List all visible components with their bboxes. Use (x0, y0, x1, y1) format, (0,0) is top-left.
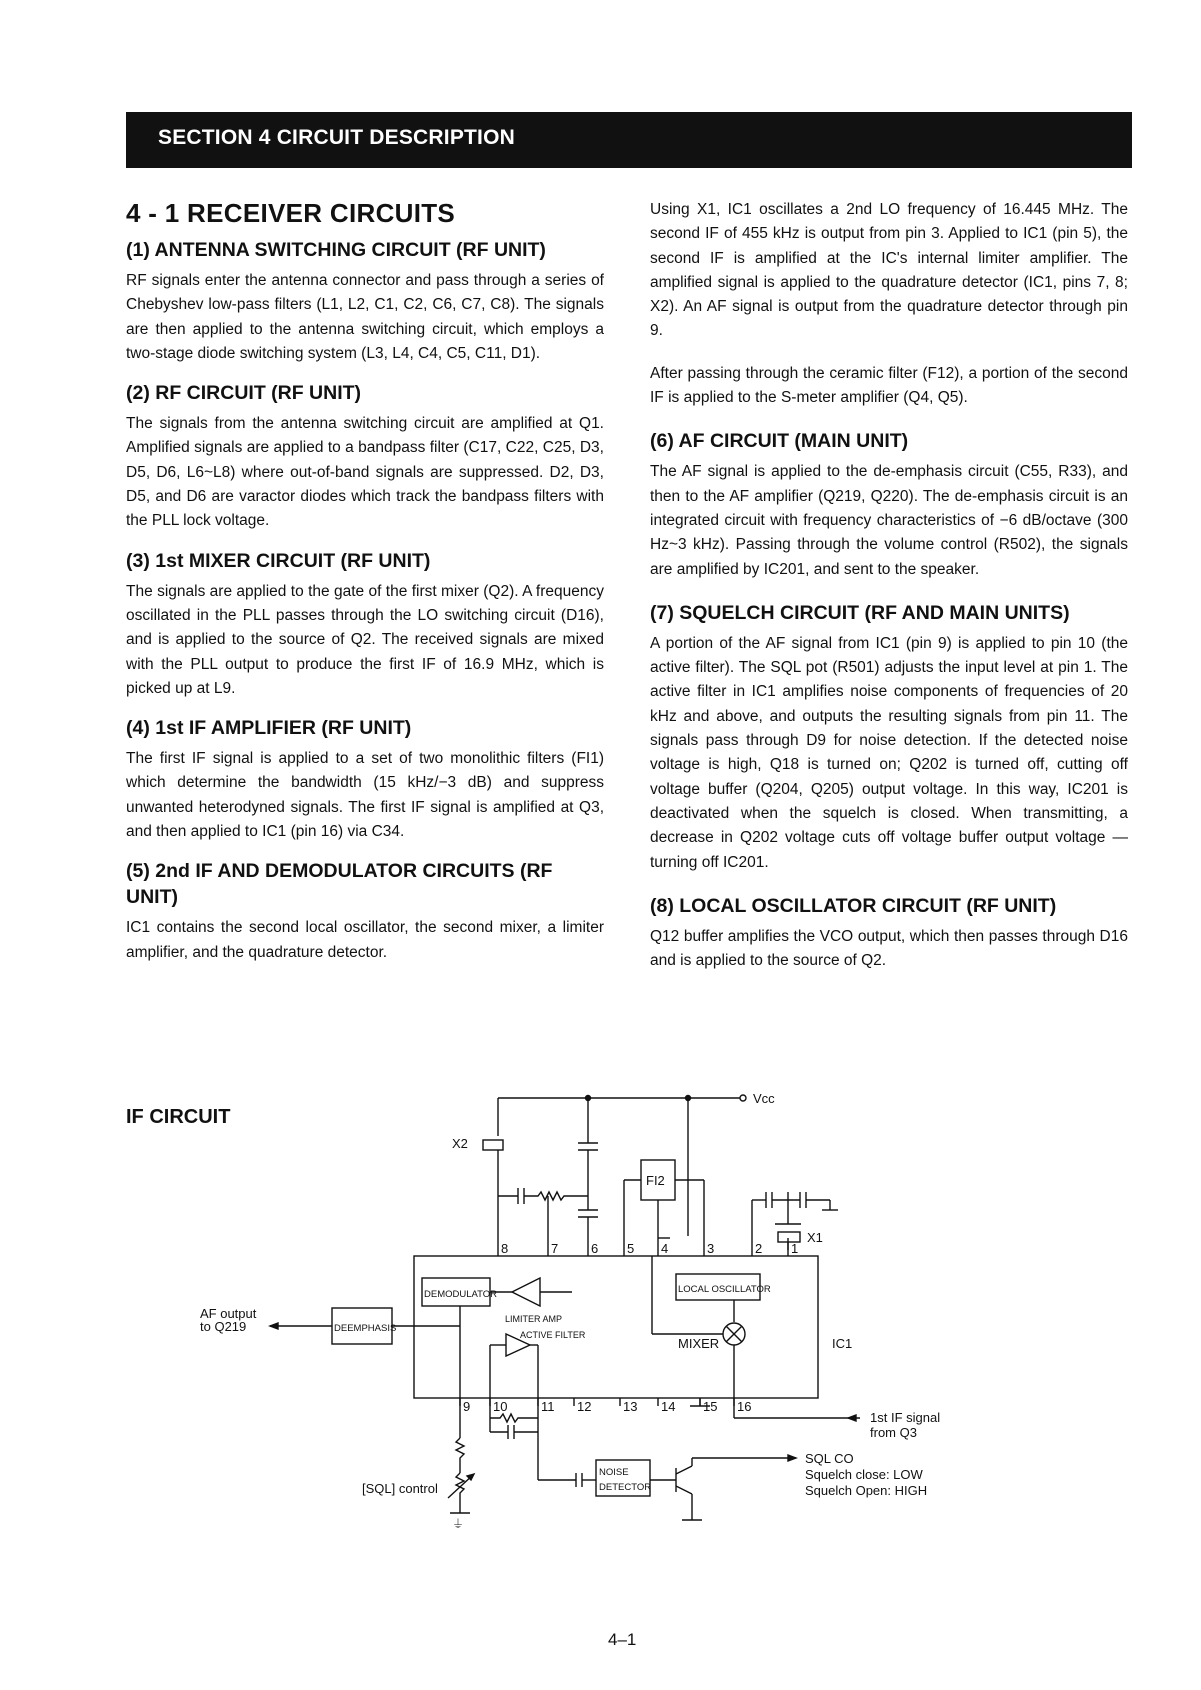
paragraph: After passing through the ceramic filter (F12), a portion of the second IF is applied to the S-meter amplifier (Q4, Q5). (650, 364, 1128, 407)
local-oscillator-label: LOCAL OSCILLATOR (678, 1284, 771, 1295)
heading-antenna-switching: (1) ANTENNA SWITCHING CIRCUIT (RF UNIT) (126, 239, 546, 261)
sql-co-label-3: Squelch Open: HIGH (805, 1483, 928, 1498)
ic1-label: IC1 (832, 1336, 853, 1351)
paragraph: Using X1, IC1 oscillates a 2nd LO frequency of 16.445 MHz. The second IF of 455 kHz is output from pin 3. Applied to IC1 (pin 5), the second IF is amplified at the IC's internal limiter amplifier. The amplified signal is applied to the quadrature detector (IC1, pins 7, 8; X2). An AF signal is output from the quadrature detector through pin 9. (650, 201, 1128, 340)
limiter-amp-icon (512, 1278, 540, 1306)
active-filter-label: ACTIVE FILTER (520, 1330, 586, 1340)
paragraph: The first IF signal is applied to a set of two monolithic filters (FI1) which determine the bandwidth (15 kHz/−3 dB) and suppress unwanted heterodyned signals. The first IF signal is amplified at Q3, and then applied to IC1 (pin 16) via C34. (126, 750, 604, 841)
deemphasis-label: DEEMPHASIS (334, 1323, 397, 1334)
ground-icon: ⏚ (452, 1517, 465, 1531)
heading-local-oscillator: (8) LOCAL OSCILLATOR CIRCUIT (RF UNIT) (650, 894, 1057, 917)
if-circuit-diagram (200, 1088, 1060, 1568)
paragraph: The signals from the antenna switching circuit are amplified at Q1. Amplified signals are applied to a bandpass filter (C17, C22, C25, D3, D5, D6, L6~L8) where out-of-band signals are suppressed. D2, D3, D5, and D6 are varactor diodes which track the bandpass filters with the PLL lock voltage. (126, 415, 604, 530)
section-banner (126, 112, 1132, 168)
heading-2nd-if-demod: (5) 2nd IF AND DEMODULATOR CIRCUITS (RF UNIT) (126, 860, 553, 909)
heading-squelch-circuit: (7) SQUELCH CIRCUIT (RF AND MAIN UNITS) (650, 601, 1070, 624)
pin-top-label: 5 (627, 1241, 635, 1256)
demodulator-label: DEMODULATOR (424, 1289, 498, 1300)
pin-bottom-label: 10 (493, 1399, 508, 1414)
limiter-amp-label: LIMITER AMP (505, 1314, 563, 1324)
right-column (650, 198, 1128, 991)
diagram-title: IF CIRCUIT (126, 1106, 231, 1128)
pin-top-label: 1 (791, 1241, 799, 1256)
x2-label: X2 (452, 1136, 468, 1151)
pin-top-label: 8 (501, 1241, 509, 1256)
banner-title: SECTION 4 CIRCUIT DESCRIPTION (158, 126, 515, 149)
pin-bottom-label: 13 (623, 1399, 638, 1414)
mixer-label: MIXER (678, 1336, 720, 1351)
pin-top-label: 3 (707, 1241, 715, 1256)
paragraph: Q12 buffer amplifies the VCO output, which then passes through D16 and is applied to the source of Q2. (650, 927, 1128, 970)
pin-top-label: 6 (591, 1241, 599, 1256)
af-output-label-1: AF output (200, 1306, 257, 1321)
x1-label: X1 (807, 1230, 823, 1245)
sql-control-label: [SQL] control (362, 1481, 438, 1496)
pin-top-label: 7 (551, 1241, 559, 1256)
noise-detector-label-1: NOISE (599, 1467, 629, 1478)
sql-co-label-2: Squelch close: LOW (805, 1467, 923, 1482)
pin-top-label: 4 (661, 1241, 669, 1256)
if-signal-label-1: 1st IF signal (870, 1410, 941, 1425)
x2-crystal-icon (483, 1140, 503, 1150)
heading-1st-mixer: (3) 1st MIXER CIRCUIT (RF UNIT) (126, 549, 431, 572)
af-output-label-2: to Q219 (200, 1319, 247, 1334)
paragraph: The signals are applied to the gate of the first mixer (Q2). A frequency oscillated in the PLL passes through the LO switching circuit (D16), and is applied to the source of Q2. The received signals are mixed with the PLL output to produce the first IF of 16.9 MHz, which is picked up at L9. (126, 582, 604, 697)
fi2-label: FI2 (646, 1173, 665, 1188)
noise-detector-label-2: DETECTOR (599, 1482, 652, 1493)
if-signal-label-2: from Q3 (870, 1425, 917, 1440)
paragraph: RF signals enter the antenna connector and pass through a series of Chebyshev low-pass filters (L1, L2, C1, C2, C6, C7, C8). The signals are then applied to the antenna switching circuit, which employs a two-stage diode switching system (L3, L4, C4, C5, C11, D1). (126, 272, 604, 362)
pin-bottom-label: 14 (661, 1399, 676, 1414)
sql-co-label-1: SQL CO (805, 1451, 854, 1466)
pin-bottom-label: 9 (463, 1399, 471, 1414)
pin-bottom-label: 12 (577, 1399, 592, 1414)
paragraph: A portion of the AF signal from IC1 (pin 9) is applied to pin 10 (the active filter). The SQL pot (R501) adjusts the input level at pin 1. The active filter in IC1 amplifies noise components of frequencies of 20 kHz and above, and outputs the resulting signals from pin 11. The signals pass through D9 for noise detection. If the detected noise voltage is high, Q18 is turned on; Q202 is turned off, cutting off voltage buffer (Q204, Q205) output voltage. In this way, IC201 is deactivated when the squelch is closed. When transmitting, a decrease in Q202 voltage cuts off voltage buffer output voltage — turning off IC201. (650, 634, 1128, 871)
vcc-label: Vcc (753, 1091, 775, 1106)
paragraph: The AF signal is applied to the de-emphasis circuit (C55, R33), and then to the AF amplifier (Q219, Q220). The de-emphasis circuit is an integrated circuit with frequency characteristics of −6 dB/octave (300 Hz~3 kHz). Passing through the volume control (R502), the signals are amplified by IC201, and sent to the speaker. (650, 463, 1128, 578)
left-column (126, 198, 604, 975)
heading-rf-circuit: (2) RF CIRCUIT (RF UNIT) (126, 382, 362, 405)
pin-bottom-label: 11 (541, 1399, 555, 1414)
pin-bottom-label: 16 (737, 1399, 752, 1414)
heading-1st-if-amp: (4) 1st IF AMPLIFIER (RF UNIT) (126, 717, 412, 740)
heading-af-circuit: (6) AF CIRCUIT (MAIN UNIT) (650, 430, 909, 453)
page-number: 4–1 (608, 1630, 637, 1649)
pin-bottom-label: 15 (703, 1399, 718, 1414)
pin-top-label: 2 (755, 1241, 763, 1256)
paragraph: IC1 contains the second local oscillator, the second mixer, a limiter amplifier, and the quadrature detector. (126, 919, 604, 961)
section-title: 4 - 1 RECEIVER CIRCUITS (126, 198, 456, 228)
